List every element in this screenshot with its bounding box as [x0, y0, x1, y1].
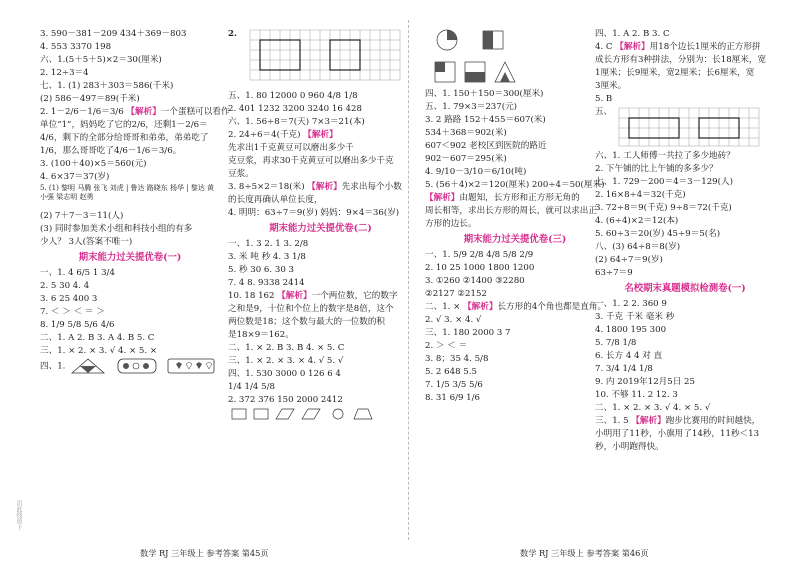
answer-line: 三、1. × 2. × 3. √ 4. × 5. × — [40, 346, 158, 356]
answer-line: 三、1. 180 2000 3 7 — [425, 328, 511, 338]
answer-line: 7. 4 8. 9338 2414 — [228, 278, 305, 288]
answer-line: 秒，小明跑得快。 — [595, 442, 664, 452]
answer-line: 五、1. 80 12000 0 960 4/8 1/8 — [228, 91, 358, 101]
analysis-tag: 【解析】 — [303, 130, 338, 140]
answer-line: 1厘米；长9厘米，宽2厘米；长6厘米，宽 — [595, 68, 755, 78]
answer-line: 2. 5 30 4. 4 — [40, 281, 90, 291]
answer-line: (2) 586－497＝89(千米) — [40, 94, 140, 104]
answer-line: 方形的边长。 — [425, 219, 477, 229]
answer-line: 902－607＝295(米) — [425, 154, 507, 164]
answer-line: 二、1. × 【解析】长方形的4个角也都是直角。 — [425, 302, 607, 312]
answer-line: 5. 60÷3＝20(岁) 45÷9＝5(名) — [595, 229, 721, 239]
answer-line: 一、1. 4 6/5 1 3/4 — [40, 268, 115, 278]
answer-line: 5. 7/8 1/8 — [595, 338, 637, 348]
venn-diagram-line: 5. (1) 黎明 马腾 张飞 刘虎 | 鲁达 路晓东 杨华 | 黎达 黄小强 梁志明 赵勇 — [40, 184, 215, 201]
grid-figure — [615, 106, 765, 148]
answer-line: 4. 9/10－3/10＝6/10(吨) — [425, 167, 527, 177]
answer-line: 1/4 1/4 5/8 — [228, 382, 275, 392]
answer-line: 六、1.(5＋5＋5)×2＝30(厘米) — [40, 55, 162, 65]
shape-figures — [228, 407, 398, 421]
fraction-figures-2 — [425, 58, 605, 88]
answer-line: 3. 8÷5×2＝18(米) 【解析】先求出每个小数 — [228, 182, 402, 192]
answer-line: 4. (6÷4)×2＝12(本) — [595, 216, 679, 226]
answer-line: 7. 1/5 3/5 5/6 — [425, 380, 483, 390]
answer-line: 六、1. 56÷8＝7(天) 7×3＝21(本) — [228, 117, 365, 127]
answer-line: 2. 10 25 1000 1800 1200 — [425, 263, 535, 273]
fold-line — [408, 20, 409, 540]
answer-line: 7. ＜ ＞ ＜ ＝ ＞ — [40, 307, 105, 317]
answer-line: 4. 明明：63÷7＝9(岁) 妈妈：9×4＝36(岁) — [228, 208, 400, 218]
footer-left: 数学 RJ 三年级上 参考答案 第45页 — [140, 548, 269, 558]
footer-right: 数学 RJ 三年级上 参考答案 第46页 — [520, 548, 649, 558]
answer-line: 2. 1－2/6－1/6＝3/6 【解析】一个蛋糕可以看作 — [40, 107, 230, 117]
answer-line: 七、1. 729－200＝4＝3－129(人) — [595, 177, 733, 187]
section-title: 期末能力过关提优卷(一) — [78, 252, 182, 263]
answer-line: 四、1. A 2. B 3. C — [595, 29, 670, 39]
answer-line: 10. 不够 11. 2 12. 3 — [595, 390, 678, 400]
answer-line: 四、1. 150＋150＝300(厘米) — [425, 89, 544, 99]
answer-line: 3. ①260 ②1400 ③2280 — [425, 276, 525, 286]
analysis-tag: 【解析】 — [463, 302, 498, 312]
analysis-tag: 【解析】 — [425, 193, 460, 203]
answer-line: 少人？ 3人(答案不唯一) — [40, 237, 133, 247]
answer-line: 3. (100＋40)×5＝560(元) — [40, 159, 147, 169]
answer-line: 一、1. 3 2. 1 3. 2/8 — [228, 239, 309, 249]
answer-line: 8. 31 6/9 1/6 — [425, 393, 480, 403]
shape-figures — [68, 358, 218, 374]
column-2 — [228, 28, 413, 420]
answer-line: 豆浆。 — [228, 169, 254, 179]
answer-line: 607＜902 老校区到医院的路近 — [425, 141, 547, 151]
answer-line: 5. B — [595, 94, 613, 104]
answer-line: (2) 64÷7＝9(岁) — [595, 255, 663, 265]
answer-line: 3. 2 路路 152＋455＝607(米) — [425, 115, 546, 125]
answer-line: 5. 秒 30 6. 30 3 — [228, 265, 294, 275]
analysis-tag: 【解析】 — [631, 416, 666, 426]
answer-label: 五、 — [595, 107, 613, 117]
answer-line: 3. 6 25 400 3 — [40, 294, 98, 304]
answer-line: 534＋368＝902(米) — [425, 128, 507, 138]
answer-line: 4. 1800 195 300 — [595, 325, 667, 335]
grid-and-triangle-figure — [425, 58, 525, 86]
answer-line: 一、1. 2 2. 360 9 — [595, 299, 667, 309]
answer-line: 两位数是18；这个数与最大的一位数的积 — [228, 317, 386, 327]
answer-line: 二、1. × 2. B 3. B 4. × 5. C — [228, 343, 345, 353]
cut-line-label: 沿此线剪下 — [15, 500, 22, 530]
answer-line: 二、1. × 2. × 3. √ 4. × 5. √ — [595, 403, 711, 413]
answer-line: 7. 3/4 1/4 1/8 — [595, 364, 653, 374]
answer-line: 4. C 【解析】用18个边长1厘米的正方形拼 — [595, 42, 761, 52]
answer-line: 5. (56＋4)×2＝120(厘米) 200÷4＝50(厘米) — [425, 180, 605, 190]
shapes-row — [228, 407, 413, 420]
pie-and-bar-figure — [425, 28, 525, 56]
answer-line: 六、1. 工人师傅一共拉了多少地砖？ — [595, 151, 735, 161]
answer-line: 10. 18 162 【解析】一个两位数，它的数字 — [228, 291, 398, 301]
answer-line: 2. ＞ ＜ ＝ — [425, 341, 468, 351]
answer-line: 2. √ 3. × 4. √ — [425, 315, 482, 325]
answer-line: 是18×9＝162。 — [228, 330, 294, 340]
answer-line: 三、1. 5 【解析】跑步比赛用的时间越快， — [595, 416, 761, 426]
column-4 — [595, 28, 775, 454]
answer-line: 三、1. × 2. × 3. × 4. √ 5. √ — [228, 356, 344, 366]
answer-line: 2. 12÷3＝4 — [40, 68, 89, 78]
answer-line: 4/6，剩下的全部分给哥哥和弟弟，弟弟吃了 — [40, 133, 209, 143]
answer-line: 2. 下午铺的比上午铺的多多少？ — [595, 164, 718, 174]
answer-line: 一、1. 5/9 2/8 4/8 5/8 2/9 — [425, 250, 534, 260]
answer-line: 2. 24÷6＝4(千克) 【解析】 — [228, 130, 338, 140]
answer-line: 成长方形有3种拼法，分别为：长18厘米，宽 — [595, 55, 767, 65]
answer-label: 四、1. — [40, 361, 66, 372]
answer-line: 3. 千克 千米 毫米 秒 — [595, 312, 675, 322]
analysis-tag: 【解析】 — [277, 291, 312, 301]
answer-line: 4. 553 3370 198 — [40, 42, 112, 52]
answer-line: 小明用了11秒，小旗用了14秒，11秒＜13 — [595, 429, 760, 439]
answer-line: 四、1. 530 3000 0 126 6 4 — [228, 369, 341, 379]
section-title: 期末能力过关提优卷(二) — [269, 223, 372, 234]
answer-line: 【解析】由题知，长方形和正方形无角的 — [425, 193, 580, 203]
analysis-tag: 【解析】 — [615, 42, 650, 52]
answer-line: 1/6，那么哥哥吃了4/6－1/6＝3/6。 — [40, 146, 182, 156]
column-3 — [425, 28, 605, 405]
answer-line — [40, 358, 220, 371]
answer-line: 5. 2 648 5.5 — [425, 367, 477, 377]
analysis-tag: 【解析】 — [126, 107, 161, 117]
grid-figure-block: 2. — [228, 28, 413, 90]
answer-line: 4. 6×37＝37(岁) — [40, 172, 110, 182]
answer-line: 3. 8；35 4. 5/8 — [425, 354, 489, 364]
answer-line: 2. 401 1232 3200 3240 16 428 — [228, 104, 362, 114]
answer-line: 之和是9，十位和个位上的数字是8倍，这个 — [228, 304, 394, 314]
answer-line: 八、(3) 64÷8＝8(岁) — [595, 242, 681, 252]
answer-line: 8. 1/9 5/8 5/6 4/6 — [40, 320, 115, 330]
answer-line: 2. 372 376 150 2000 2412 — [228, 395, 343, 405]
answer-line: 3. 590－381－209 434＋369－803 — [40, 29, 187, 39]
section-title: 期末能力过关提优卷(三) — [463, 234, 567, 245]
answer-line: 2. 16×8÷4＝32(千克) — [595, 190, 686, 200]
answer-line: 二、1. A 2. B 3. A 4. B 5. C — [40, 333, 155, 343]
answer-line: 9. 内 2019年12月5日 25 — [595, 377, 695, 387]
answer-line: 单位“1”，妈妈吃了它的2/6，还剩1－2/6＝ — [40, 120, 208, 130]
answer-line: 先求出1千克黄豆可以磨出多少千 — [228, 143, 354, 153]
answer-line: (2) 7＋7－3＝11(人) — [40, 211, 124, 221]
answer-line: 6. 长方 4 4 对 直 — [595, 351, 663, 361]
grid-figure — [240, 28, 405, 86]
fraction-figures — [425, 28, 605, 58]
answer-line: (3) 同时参加美术小组和科技小组的有多 — [40, 224, 193, 234]
answer-line: 63÷7＝9 — [595, 268, 633, 278]
column-1 — [40, 28, 230, 372]
analysis-tag: 【解析】 — [307, 182, 342, 192]
answer-line: 克豆浆，再求30千克黄豆可以磨出多少千克 — [228, 156, 394, 166]
answer-line: ②2127 ②2152 — [425, 289, 487, 299]
answer-line: 3厘米。 — [595, 81, 627, 91]
answer-line: 的长度再确认单位长度， — [228, 195, 323, 205]
section-title: 名校期末真题模拟检测卷(一) — [624, 283, 746, 294]
answer-line: 3. 72÷8＝9(千克) 9÷8＝72(千克) — [595, 203, 732, 213]
grid-figure-block — [595, 106, 775, 150]
answer-line: 周长相等，求出长方形的周长，就可以求出正 — [425, 206, 597, 216]
answer-line: 五、1. 79×3＝237(元) — [425, 102, 518, 112]
answer-line: 七、1. (1) 283＋303＝586(千米) — [40, 81, 174, 91]
answer-line: 3. 米 吨 秒 4. 3 1/8 — [228, 252, 306, 262]
